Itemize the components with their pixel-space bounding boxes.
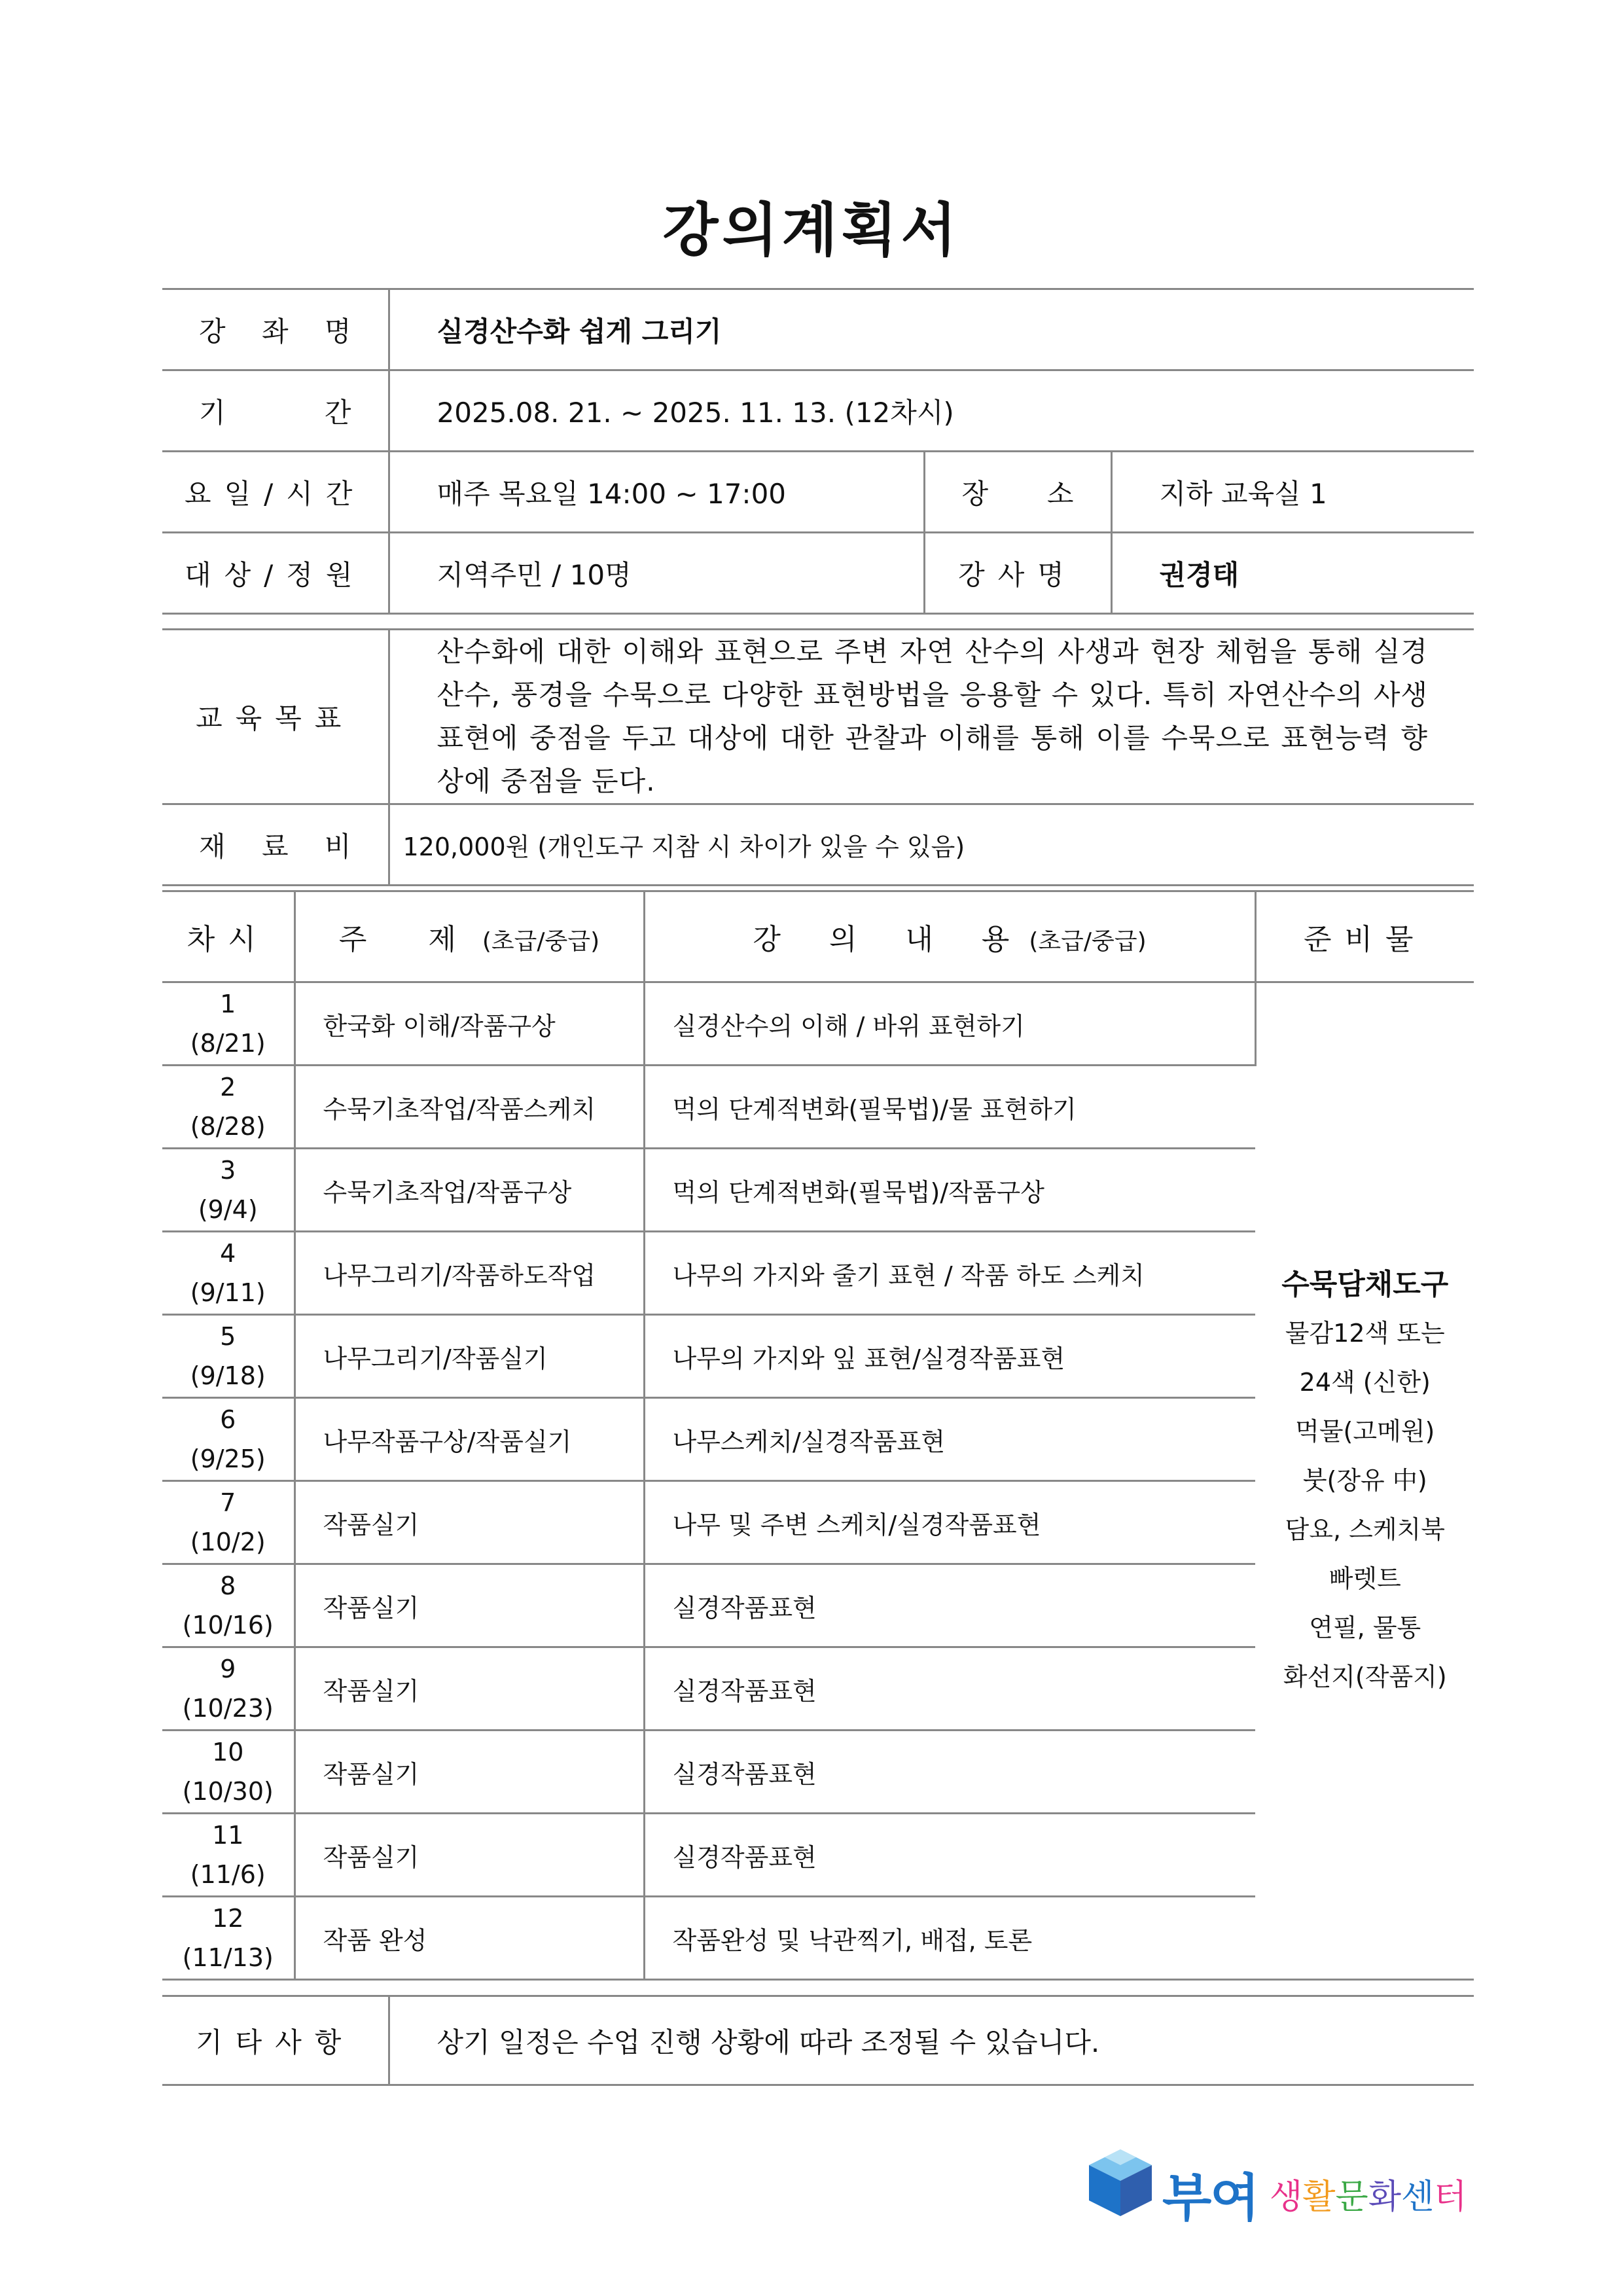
- session-number: 12: [212, 1904, 244, 1933]
- session-cell: [162, 1814, 294, 1897]
- session-number: 10: [212, 1738, 244, 1767]
- day-time-label: 요일/시간: [162, 452, 389, 533]
- schedule-header: [162, 891, 1474, 982]
- session-date: (8/21): [190, 1029, 266, 1058]
- header-prep: 준비물: [1255, 891, 1474, 982]
- session-topic: 작품실기: [294, 1647, 644, 1731]
- goal-label: 교육목표: [162, 630, 389, 804]
- session-date: (10/2): [190, 1528, 266, 1556]
- session-date: (11/13): [182, 1943, 274, 1972]
- session-cell: [162, 1149, 294, 1232]
- session-content: 나무 및 주변 스케치/실경작품표현: [644, 1481, 1255, 1564]
- session-topic: 작품실기: [294, 1481, 644, 1564]
- page-title: 강의계획서: [662, 196, 961, 264]
- session-cell: [162, 1315, 294, 1398]
- session-number: 6: [220, 1405, 236, 1434]
- day-time-value: 매주 목요일 14:00 ~ 17:00: [389, 452, 924, 533]
- prep-item: 붓(장유 中): [1302, 1466, 1427, 1495]
- header-content: 강 의 내 용(초급/중급): [644, 891, 1255, 982]
- prep-item: 먹물(고메원): [1295, 1417, 1435, 1446]
- session-number: 5: [220, 1322, 236, 1351]
- logo-name: 부여: [1162, 2169, 1258, 2228]
- session-topic: 수묵기초작업/작품스케치: [294, 1066, 644, 1149]
- notes-label: 기타사항: [162, 1996, 389, 2085]
- prep-item: 24색 (신한): [1299, 1368, 1431, 1397]
- header-session: 차시: [162, 891, 294, 982]
- session-date: (10/23): [182, 1694, 274, 1723]
- target-value: 지역주민 / 10명: [389, 533, 924, 614]
- session-date: (10/16): [182, 1611, 274, 1640]
- session-content: 나무스케치/실경작품표현: [644, 1398, 1255, 1481]
- prep-item: 화선지(작품지): [1283, 1662, 1447, 1691]
- session-number: 1: [220, 990, 236, 1018]
- session-content: 작품완성 및 낙관찍기, 배접, 토론: [644, 1897, 1255, 1980]
- session-content: 실경작품표현: [644, 1564, 1255, 1647]
- session-content: 먹의 단계적변화(필묵법)/물 표현하기: [644, 1066, 1255, 1149]
- session-cell: [162, 1564, 294, 1647]
- session-content: 먹의 단계적변화(필묵법)/작품구상: [644, 1149, 1255, 1232]
- prep-item: 물감12색 또는: [1285, 1319, 1445, 1348]
- place-value: 지하 교육실 1: [1111, 452, 1474, 533]
- session-date: (9/4): [198, 1195, 258, 1224]
- session-content: 나무의 가지와 잎 표현/실경작품표현: [644, 1315, 1255, 1398]
- center-logo: [1086, 2147, 1479, 2232]
- session-topic: 나무그리기/작품실기: [294, 1315, 644, 1398]
- session-content: 나무의 가지와 줄기 표현 / 작품 하도 스케치: [644, 1232, 1255, 1315]
- prep-materials: [1255, 982, 1474, 1980]
- material-fee-value: 120,000원 (개인도구 지참 시 차이가 있을 수 있음): [389, 804, 1474, 886]
- instructor-label: 강사명: [924, 533, 1111, 614]
- session-topic: 수묵기초작업/작품구상: [294, 1149, 644, 1232]
- period-value: 2025.08. 21. ~ 2025. 11. 13. (12차시): [389, 370, 1474, 452]
- session-topic: 작품 완성: [294, 1897, 644, 1980]
- prep-item: 담요, 스케치북: [1285, 1515, 1445, 1544]
- session-date: (9/11): [190, 1278, 266, 1307]
- session-content: 실경작품표현: [644, 1731, 1255, 1814]
- goal-text: 산수화에 대한 이해와 표현으로 주변 자연 산수의 사생과 현장 체험을 통해 실경산수, 풍경을 수묵으로 다양한 표현방법을 응용할 수 있다. 특히 자연산수의 사생표현에 중점을 두고 대상에 대한 관찰과 이해를 통해 이를 수묵으로 표현능력 향상에 중점을 둔다.: [389, 630, 1474, 804]
- session-date: (8/28): [190, 1112, 266, 1141]
- session-cell: [162, 1066, 294, 1149]
- target-label: 대상/정원: [162, 533, 389, 614]
- prep-item: 빠렛트: [1329, 1564, 1401, 1593]
- session-cell: [162, 1481, 294, 1564]
- session-date: (9/25): [190, 1444, 266, 1473]
- session-number: 11: [212, 1821, 244, 1850]
- session-cell: [162, 982, 294, 1066]
- session-number: 8: [220, 1571, 236, 1600]
- prep-item: 수묵담채도구: [1281, 1268, 1449, 1301]
- session-date: (10/30): [182, 1777, 274, 1806]
- place-label: 장 소: [924, 452, 1111, 533]
- session-content: 실경작품표현: [644, 1647, 1255, 1731]
- session-date: (11/6): [190, 1860, 266, 1889]
- notes-text: 상기 일정은 수업 진행 상황에 따라 조정될 수 있습니다.: [389, 1996, 1474, 2085]
- header-topic: 주 제(초급/중급): [294, 891, 644, 982]
- session-number: 2: [220, 1073, 236, 1102]
- session-topic: 작품실기: [294, 1814, 644, 1897]
- schedule-table: [162, 890, 1474, 1981]
- course-name-label: 강 좌 명: [162, 289, 389, 370]
- session-number: 7: [220, 1488, 236, 1517]
- session-cell: [162, 1731, 294, 1814]
- goal-table: [162, 628, 1474, 886]
- session-topic: 나무그리기/작품하도작업: [294, 1232, 644, 1315]
- session-cell: [162, 1232, 294, 1315]
- schedule-row: [162, 982, 1474, 1066]
- session-cell: [162, 1897, 294, 1980]
- session-content: 실경작품표현: [644, 1814, 1255, 1897]
- period-label: 기 간: [162, 370, 389, 452]
- course-info-table: [162, 288, 1474, 615]
- material-fee-label: 재 료 비: [162, 804, 389, 886]
- session-topic: 한국화 이해/작품구상: [294, 982, 644, 1066]
- session-content: 실경산수의 이해 / 바위 표현하기: [644, 982, 1255, 1066]
- session-cell: [162, 1398, 294, 1481]
- instructor-value: 권경태: [1111, 533, 1474, 614]
- session-number: 3: [220, 1156, 236, 1185]
- course-name: 실경산수화 쉽게 그리기: [389, 289, 1474, 370]
- session-topic: 작품실기: [294, 1564, 644, 1647]
- session-cell: [162, 1647, 294, 1731]
- session-date: (9/18): [190, 1361, 266, 1390]
- logo-sub: 생활문화센터: [1270, 2178, 1467, 2217]
- session-topic: 나무작품구상/작품실기: [294, 1398, 644, 1481]
- session-topic: 작품실기: [294, 1731, 644, 1814]
- notes-table: [162, 1995, 1474, 2086]
- cube-logo-icon: [1086, 2147, 1154, 2219]
- prep-item: 연필, 물통: [1309, 1613, 1421, 1642]
- session-number: 4: [220, 1239, 236, 1268]
- session-number: 9: [220, 1655, 236, 1683]
